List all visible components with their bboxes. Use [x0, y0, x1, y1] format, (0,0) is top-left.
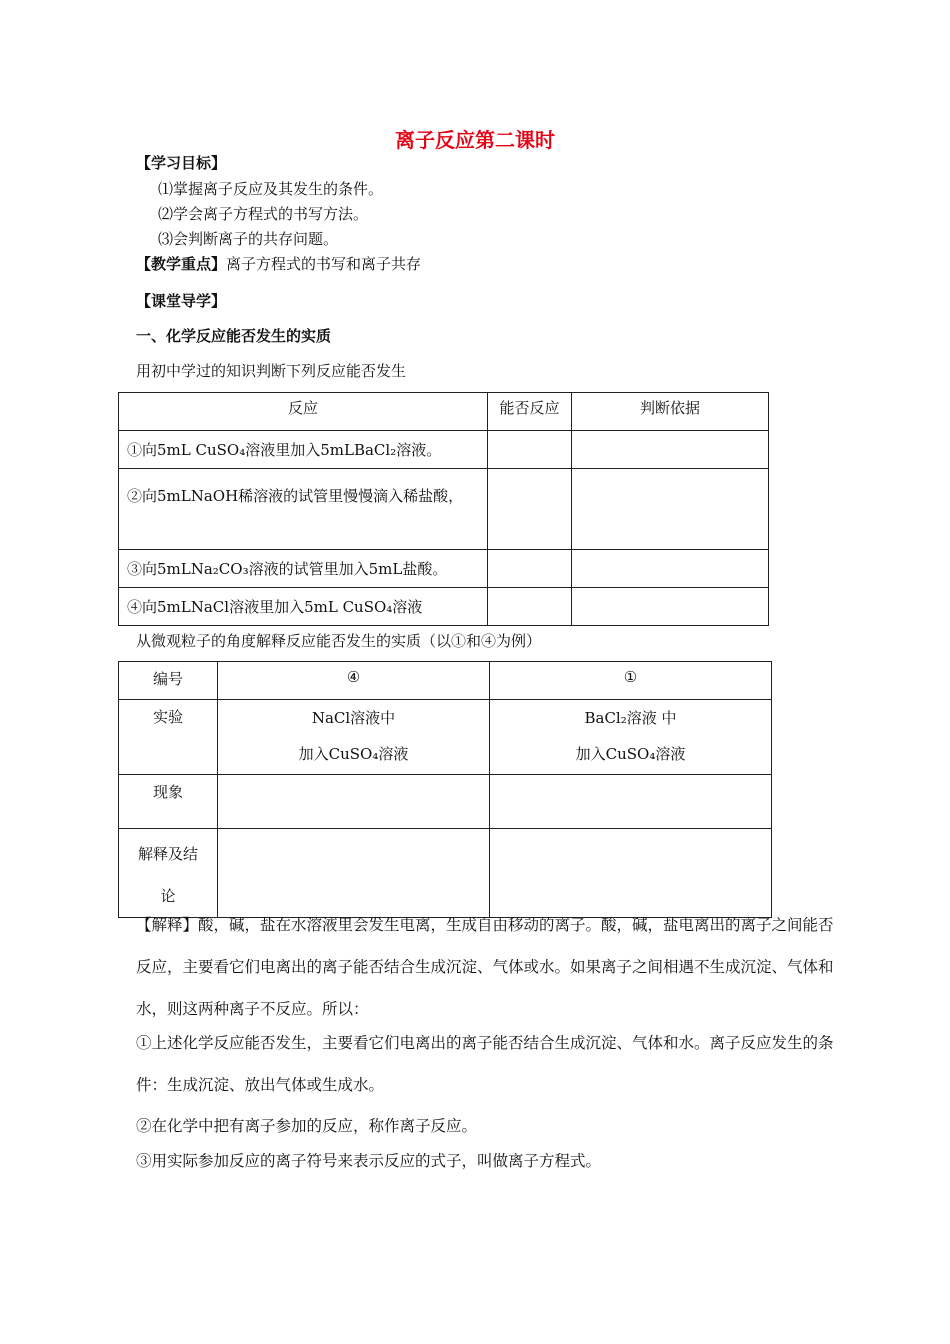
objectives-heading: 【学习目标】 [136, 154, 227, 172]
experiment-1-line2: 加入CuSO₄溶液 [575, 745, 686, 763]
table-header-row [119, 393, 769, 431]
table-row [119, 469, 769, 550]
guide-heading: 【课堂导学】 [136, 292, 227, 310]
key-point-text: 离子方程式的书写和离子共存 [226, 255, 422, 273]
basis-cell[interactable] [572, 588, 769, 626]
experiment-1-line1: BaCl₂溶液 中 [584, 709, 677, 727]
basis-cell[interactable] [572, 550, 769, 588]
reaction-4: ④向5mLNaCl溶液里加入5mL CuSO₄溶液 [119, 588, 488, 626]
table-row [119, 550, 769, 588]
table-row [119, 700, 772, 775]
point-3: ③用实际参加反应的离子符号来表示反应的式子，叫做离子方程式。 [136, 1152, 602, 1170]
label-conclusion: 解释及结论 [119, 829, 218, 918]
micro-table [118, 661, 772, 918]
point-1: ①上述化学反应能否发生，主要看它们电离出的离子能否结合生成沉淀、气体和水。离子反应发生的条件：生成沉淀、放出气体或生成水。 [136, 1034, 834, 1094]
header-basis: 判断依据 [572, 393, 769, 431]
objective-item: ⑴掌握离子反应及其发生的条件。 [158, 180, 384, 198]
reaction-2: ②向5mLNaOH稀溶液的试管里慢慢滴入稀盐酸， [119, 469, 488, 550]
basis-cell[interactable] [572, 469, 769, 550]
reaction-1: ①向5mL CuSO₄溶液里加入5mLBaCl₂溶液。 [119, 431, 488, 469]
table-row [119, 775, 772, 829]
answer-cell[interactable] [488, 431, 572, 469]
experiment-1 [490, 700, 772, 775]
number-1: ① [490, 662, 772, 700]
micro-intro: 从微观粒子的角度解释反应能否发生的实质（以①和④为例） [136, 632, 542, 650]
answer-cell[interactable] [488, 550, 572, 588]
key-point-heading: 【教学重点】 [136, 255, 227, 273]
header-reaction: 反应 [119, 393, 488, 431]
reaction-table [118, 392, 769, 626]
table-row [119, 662, 772, 700]
intro-text: 用初中学过的知识判断下列反应能否发生 [136, 362, 407, 380]
label-number: 编号 [119, 662, 218, 700]
label-phenomenon: 现象 [119, 775, 218, 829]
table-row [119, 588, 769, 626]
answer-cell[interactable] [488, 588, 572, 626]
point-2: ②在化学中把有离子参加的反应，称作离子反应。 [136, 1117, 478, 1135]
page-title: 离子反应第二课时 [395, 128, 555, 152]
key-point [136, 253, 421, 274]
phenomenon-cell[interactable] [218, 775, 490, 829]
number-4: ④ [218, 662, 490, 700]
experiment-4 [218, 700, 490, 775]
experiment-4-line2: 加入CuSO₄溶液 [298, 745, 409, 763]
explanation-paragraph: 【解释】酸，碱，盐在水溶液里会发生电离，生成自由移动的离子。酸，碱，盐电离出的离子之间能否反应，主要看它们电离出的离子能否结合生成沉淀、气体或水。如果离子之间相遇不生成沉淀、气体和水，则这两种离子不反应。所以： [136, 916, 834, 1018]
label-experiment: 实验 [119, 700, 218, 775]
reaction-3: ③向5mLNa₂CO₃溶液的试管里加入5mL盐酸。 [119, 550, 488, 588]
objective-item: ⑶会判断离子的共存问题。 [158, 230, 339, 248]
objective-item: ⑵学会离子方程式的书写方法。 [158, 205, 369, 223]
basis-cell[interactable] [572, 431, 769, 469]
experiment-4-line1: NaCl溶液中 [311, 709, 396, 727]
section1-heading: 一、化学反应能否发生的实质 [136, 327, 332, 345]
header-can-react: 能否反应 [488, 393, 572, 431]
table-row [119, 431, 769, 469]
answer-cell[interactable] [488, 469, 572, 550]
phenomenon-cell[interactable] [490, 775, 772, 829]
